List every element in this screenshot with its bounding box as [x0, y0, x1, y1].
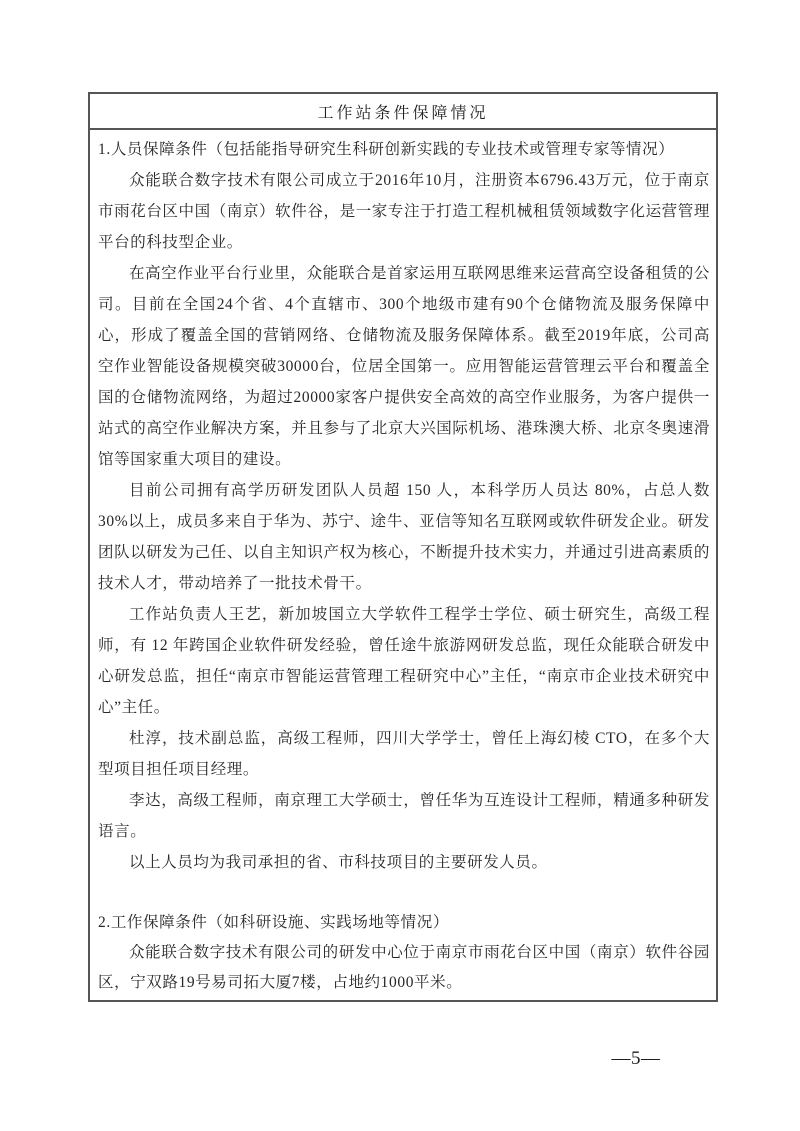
section-2-paragraph-facility: 众能联合数字技术有限公司的研发中心位于南京市雨花台区中国（南京）软件谷园区，宁双路19号易司拓大厦7楼，占地约1000平米。	[98, 944, 710, 991]
section-1-paragraph-leader-wangyi: 工作站负责人王艺，新加坡国立大学软件工程学士学位、硕士研究生，高级工程师，有 12 年跨国企业软件研发经验，曾任途牛旅游网研发总监，现任众能联合研发中心研发总监，担任“南京市智能运营管理工程研究中心”主任，“南京市企业技术研究中心”主任。	[98, 606, 710, 716]
table-title: 工作站条件保障情况	[317, 104, 489, 122]
section-2-heading: 2.工作保障条件（如科研设施、实践场地等情况）	[98, 914, 449, 931]
guarantee-conditions-table	[88, 92, 718, 1002]
section-1-paragraph-lida: 李达，高级工程师，南京理工大学硕士，曾任华为互连设计工程师，精通多种研发语言。	[98, 792, 710, 840]
section-1-paragraph-industry-position: 在高空作业平台行业里，众能联合是首家运用互联网思维来运营高空设备租赁的公司。目前在全国24个省、4个直辖市、300个地级市建有90个仓储物流及服务保障中心，形成了覆盖全国的营销网络、仓储物流及服务保障体系。截至2019年底，公司高空作业智能设备规模突破30000台，位居全国第一。应用智能运营管理云平台和覆盖全国的仓储物流网络，为超过20000家客户提供安全高效的高空作业服务，为客户提供一站式的高空作业解决方案，并且参与了北京大兴国际机场、港珠澳大桥、北京冬奥速滑馆等国家重大项目的建设。	[98, 265, 710, 468]
section-1-paragraph-duchun: 杜淳，技术副总监，高级工程师，四川大学学士，曾任上海幻棱 CTO，在多个大型项目担任项目经理。	[98, 730, 710, 778]
section-1-paragraph-rd-team: 目前公司拥有高学历研发团队人员超 150 人，本科学历人员达 80%，占总人数 30%以上，成员多来自于华为、苏宁、途牛、亚信等知名互联网或软件研发企业。研发团队以研发为己任、以自主知识产权为核心，不断提升技术实力，并通过引进高素质的技术人才，带动培养了一批技术骨干。	[98, 482, 710, 592]
page-number: —5—	[611, 1048, 661, 1069]
table-body-cell	[90, 130, 716, 998]
section-1-paragraph-summary: 以上人员均为我司承担的省、市科技项目的主要研发人员。	[129, 854, 548, 871]
section-1-heading: 1.人员保障条件（包括能指导研究生科研创新实践的专业技术或管理专家等情况）	[98, 141, 675, 158]
section-work-guarantee	[98, 908, 710, 998]
table-header-row	[90, 94, 716, 130]
section-1-paragraph-company-intro: 众能联合数字技术有限公司成立于2016年10月，注册资本6796.43万元，位于南京市雨花台区中国（南京）软件谷，是一家专注于打造工程机械租赁领域数字化运营管理平台的科技型企业。	[98, 172, 710, 251]
section-personnel-guarantee	[98, 134, 710, 878]
